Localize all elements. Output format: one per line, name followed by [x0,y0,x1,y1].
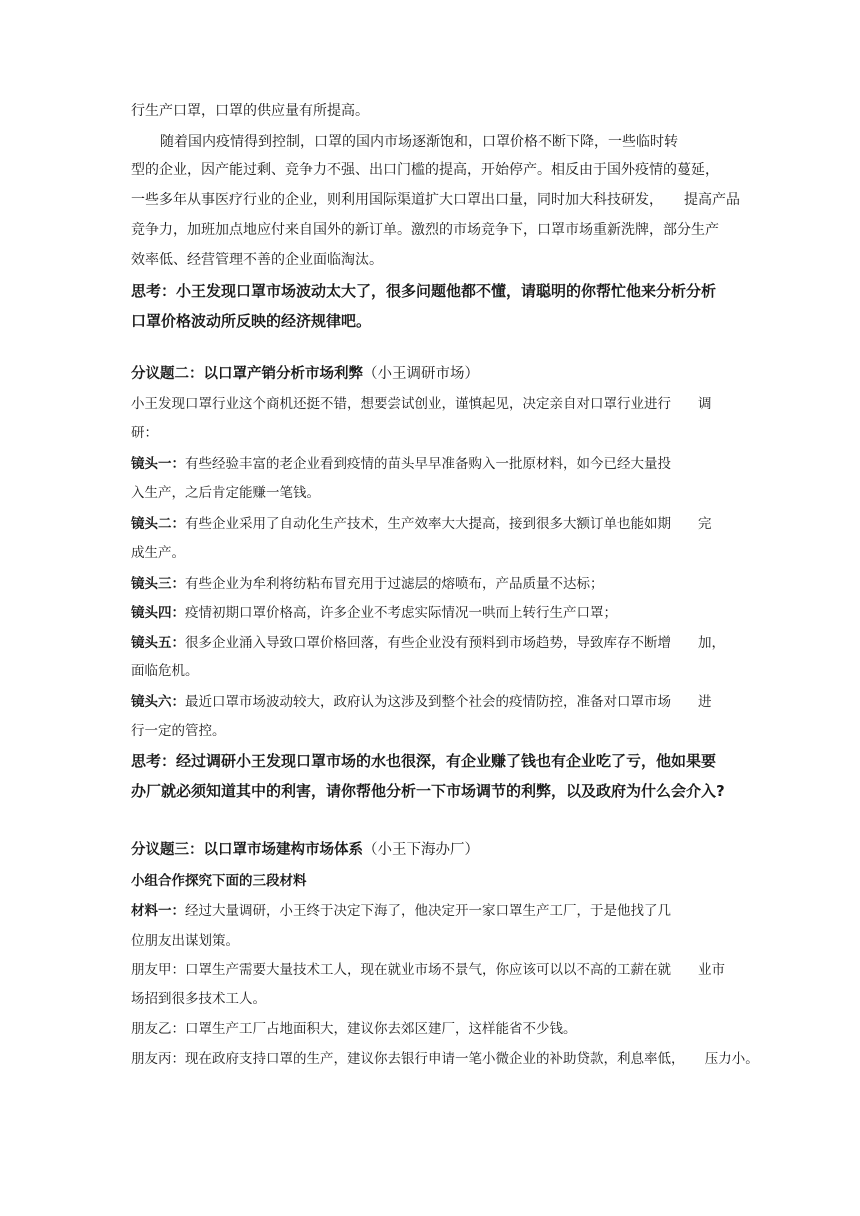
shot-line [131,603,617,623]
paragraph-line: 随着国内疫情得到控制，口罩的国内市场逐渐饱和，口罩价格不断下降，一些临时转 [160,134,678,150]
friend-line: 朋友丙：现在政府支持口罩的生产，建议你去银行申请一笔小微企业的补助贷款，利息率低， 压力小。 [131,1051,759,1067]
shot-text: 最近口罩市场波动较大，政府认为这涉及到整个社会的疫情防控，准备对口罩市场 进 [185,694,712,710]
shot-label: 镜头二： [131,516,185,532]
material-line [131,901,671,921]
shot-line-cont: 行一定的管控。 [131,723,226,739]
section-subtitle: （小王下海办厂） [363,842,479,858]
shot-line [131,633,725,653]
friend-line: 朋友乙：口罩生产工厂占地面积大，建议你去郊区建厂，这样能省不少钱。 [131,1021,577,1037]
paragraph-line: 行生产口罩，口罩的供应量有所提高。 [131,103,369,119]
paragraph-line: 小王发现口罩行业这个商机还挺不错，想要尝试创业，谨慎起见，决定亲自对口罩行业进行 调 [131,396,712,412]
friend-line: 朋友甲：口罩生产需要大量技术工人，现在就业市场不景气，你应该可以以不高的工薪在就 业市 [131,962,725,978]
shot-text: 有些企业采用了自动化生产技术，生产效率大大提高，接到很多大额订单也能如期 完 [185,516,712,532]
shot-line-cont: 面临危机。 [131,663,199,679]
paragraph-line: 型的企业，因产能过剩、竞争力不强、出口门槛的提高，开始停产。相反由于国外疫情的蔓延， [131,162,719,178]
paragraph-line: 研： [131,425,158,441]
group-instruction: 小组合作探究下面的三段材料 [131,873,307,889]
think-question: 思考：小王发现口罩市场波动太大了，很多问题他都不懂，请聪明的你帮忙他来分析分析 [131,282,717,300]
section-heading [131,840,479,860]
shot-label: 镜头一： [131,456,185,472]
paragraph-line: 效率低、经营管理不善的企业面临淘汰。 [131,252,383,268]
shot-text: 有些企业为牟利将纺粘布冒充用于过滤层的熔喷布，产品质量不达标； [185,576,604,592]
material-text: 经过大量调研，小王终于决定下海了，他决定开一家口罩生产工厂，于是他找了几 [185,903,671,919]
friend-line-cont: 场招到很多技术工人。 [131,991,266,1007]
paragraph-line: 竞争力，加班加点地应付来自国外的新订单。激烈的市场竞争下，口罩市场重新洗牌，部分生产 [131,222,719,238]
shot-line [131,574,604,594]
shot-line-cont: 入生产，之后肯定能赚一笔钱。 [131,485,320,501]
think-question: 口罩价格波动所反映的经济规律吧。 [131,312,372,330]
think-question: 思考：经过调研小王发现口罩市场的水也很深，有企业赚了钱也有企业吃了亏，他如果要 [131,752,717,770]
shot-text: 很多企业涌入导致口罩价格回落，有些企业没有预料到市场趋势，导致库存不断增 加， [185,635,725,651]
shot-label: 镜头三： [131,576,185,592]
paragraph-line: 一些多年从事医疗行业的企业，则利用国际渠道扩大口罩出口量，同时加大科技研发， 提高产品 [131,192,740,208]
shot-label: 镜头六： [131,694,185,710]
shot-label: 镜头四： [131,605,185,621]
shot-line [131,514,712,534]
shot-text: 疫情初期口罩价格高，许多企业不考虑实际情况一哄而上转行生产口罩； [185,605,617,621]
section-title: 分议题二：以口罩产销分析市场利弊 [131,366,363,382]
shot-line [131,692,712,712]
shot-text: 有些经验丰富的老企业看到疫情的苗头早早准备购入一批原材料，如今已经大量投 [185,456,671,472]
material-label: 材料一： [131,903,185,919]
section-heading [131,364,479,384]
shot-line-cont: 成生产。 [131,545,185,561]
section-title: 分议题三：以口罩市场建构市场体系 [131,842,363,858]
material-line-cont: 位朋友出谋划策。 [131,933,239,949]
section-subtitle: （小王调研市场） [363,366,479,382]
think-question: 办厂就必须知道其中的利害，请你帮他分析一下市场调节的利弊，以及政府为什么会介入? [131,782,725,800]
shot-label: 镜头五： [131,635,185,651]
shot-line [131,454,671,474]
